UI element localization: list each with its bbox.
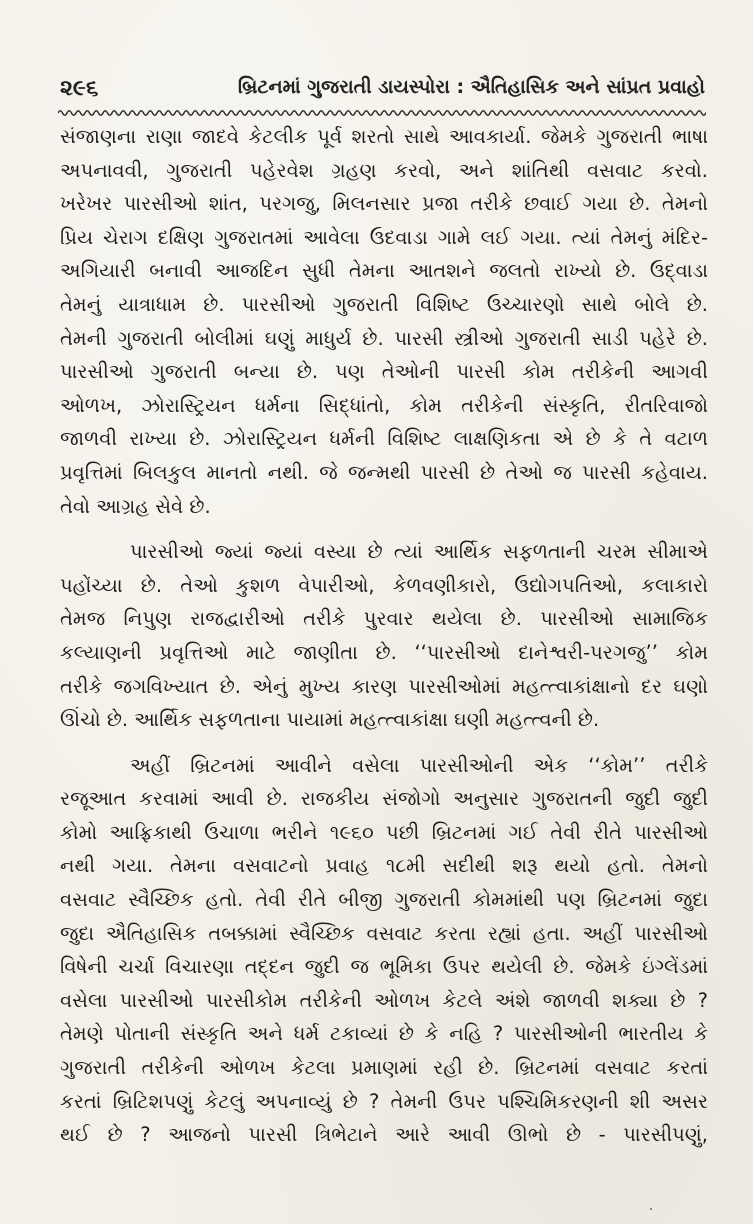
wavy-header-rule <box>58 108 706 118</box>
text-line: ઓળખ, ઝોરાસ્ટ્રિયન ધર્મના સિદ્ધાંતો, કોમ તરીકેની સંસ્કૃતિ, રીતરિવાજો <box>60 393 708 417</box>
print-speck <box>650 1208 652 1210</box>
text-line: જુદા ઐતિહાસિક તબક્કામાં સ્વૈચ્છિક વસવાટ કરતા રહ્યાં હતા. અહીં પારસીઓ <box>60 921 708 945</box>
text-line: અહીં બ્રિટનમાં આવીને વસેલા પારસીઓની એક ‘‘કોમ’’ તરીકે <box>130 753 708 777</box>
text-line: તેમની ગુજરાતી બોલીમાં ઘણું માધુર્ય છે. પારસી સ્ત્રીઓ ગુજરાતી સાડી પહેરે છે. <box>60 326 708 350</box>
text-line: કોમો આફ્રિકાથી ઉચાળા ભરીને ૧૯૬૦ પછી બ્રિટનમાં ગઈ તેવી રીતે પારસીઓ <box>60 820 708 844</box>
text-line: વસેલા પારસીઓ પારસીકોમ તરીકેની ઓળખ કેટલે અંશે જાળવી શક્યા છે ? <box>60 988 708 1012</box>
text-line: તેમનું યાત્રાધામ છે. પારસીઓ ગુજરાતી વિશિષ્ટ ઉચ્ચારણો સાથે બોલે છે. <box>60 292 708 316</box>
text-line: પહોંચ્યા છે. તેઓ કુશળ વેપારીઓ, કેળવણીકારો, ઉદ્યોગપતિઓ, કલાકારો <box>60 573 708 597</box>
text-line: તેમજ નિપુણ રાજદ્વારીઓ તરીકે પુરવાર થયેલા છે. પારસીઓ સામાજિક <box>60 607 708 631</box>
paragraph-3 <box>60 749 708 1152</box>
page-header <box>60 74 705 104</box>
text-line: સંજાણના રાણા જાદવે કેટલીક પૂર્વ શરતો સાથે આવકાર્યા. જેમકે ગુજરાતી ભાષા <box>60 125 708 148</box>
text-line: પ્રિય ચેરાગ દક્ષિણ ગુજરાતમાં આવેલા ઉદવાડા ગામે લઈ ગયા. ત્યાં તેમનું મંદિર- <box>60 225 708 249</box>
text-line: ઊંચો છે. આર્થિક સફળતાના પાયામાં મહત્ત્વાકાંક્ષા ઘણી મહત્ત્વની છે. <box>60 708 600 732</box>
text-line: તેવો આગ્રહ સેવે છે. <box>60 494 211 518</box>
text-line: કલ્યાણની પ્રવૃત્તિઓ માટે જાણીતા છે. ‘‘પારસીઓ દાનેશ્વરી-પરગજુ’’ કોમ <box>60 640 708 664</box>
text-line: અપનાવવી, ગુજરાતી પહેરવેશ ગ્રહણ કરવો, અને શાંતિથી વસવાટ કરવો. <box>60 158 708 182</box>
text-line: થઈ છે ? આજનો પારસી ત્રિભેટાને આરે આવી ઊભો છે - પારસીપણું, <box>60 1123 708 1147</box>
text-line: પારસીઓ જ્યાં જ્યાં વસ્યા છે ત્યાં આર્થિક સફળતાની ચરમ સીમાએ <box>130 540 708 564</box>
page-number: ૨૯૬ <box>60 76 99 101</box>
text-line: તરીકે જગવિખ્યાત છે. એનું મુખ્ય કારણ પારસીઓમાં મહત્ત્વાકાંક્ષાનો દર ઘણો <box>60 674 708 698</box>
text-line: પારસીઓ ગુજરાતી બન્યા છે. પણ તેઓની પારસી કોમ તરીકેની આગવી <box>60 360 708 384</box>
text-line: તેમણે પોતાની સંસ્કૃતિ અને ધર્મ ટકાવ્યાં છે કે નહિ ? પારસીઓની ભારતીય કે <box>60 1022 708 1046</box>
text-line: રજૂઆત કરવામાં આવી છે. રાજકીય સંજોગો અનુસાર ગુજરાતની જુદી જુદી <box>60 787 708 811</box>
paragraph-gap <box>60 523 708 535</box>
running-head-title: બ્રિટનમાં ગુજરાતી ડાયસ્પોરા : ઐતિહાસિક અને સાંપ્રત પ્રવાહો <box>237 76 705 98</box>
paragraph-gap <box>60 737 708 749</box>
body-text <box>60 120 708 1152</box>
text-line: અગિયારી બનાવી આજદિન સુધી તેમના આતશને જલતો રાખ્યો છે. ઉદ્‌વાડા <box>60 259 708 283</box>
text-line: નથી ગયા. તેમના વસવાટનો પ્રવાહ ૧૮મી સદીથી શરૂ થયો હતો. તેમનો <box>60 854 708 878</box>
text-line: વિષેની ચર્ચા વિચારણા તદ્દન જુદી જ ભૂમિકા ઉપર થયેલી છે. જેમકે ઇંગ્લેંડમાં <box>60 955 708 979</box>
text-line: પ્રવૃત્તિમાં બિલકુલ માનતો નથી. જે જન્મથી પારસી છે તેઓ જ પારસી કહેવાય. <box>60 460 708 484</box>
text-line: ગુજરાતી તરીકેની ઓળખ કેટલા પ્રમાણમાં રહી છે. બ્રિટનમાં વસવાટ કરતાં <box>60 1056 708 1080</box>
text-line: વસવાટ સ્વૈચ્છિક હતો. તેવી રીતે બીજી ગુજરાતી કોમમાંથી પણ બ્રિટનમાં જુદા <box>60 888 708 912</box>
text-line: જાળવી રાખ્યા છે. ઝોરાસ્ટ્રિયન ધર્મની વિશિષ્ટ લાક્ષણિકતા એ છે કે તે વટાળ <box>60 427 708 451</box>
text-line: ખરેખર પારસીઓ શાંત, પરગજુ, મિલનસાર પ્રજા તરીકે છવાઈ ગયા છે. તેમનો <box>60 192 708 216</box>
paragraph-1 <box>60 120 708 523</box>
paragraph-2 <box>60 535 708 737</box>
text-line: કરતાં બ્રિટિશપણું કેટલું અપનાવ્યું છે ? તેમની ઉપર પશ્ચિમિકરણની શી અસર <box>60 1089 708 1113</box>
